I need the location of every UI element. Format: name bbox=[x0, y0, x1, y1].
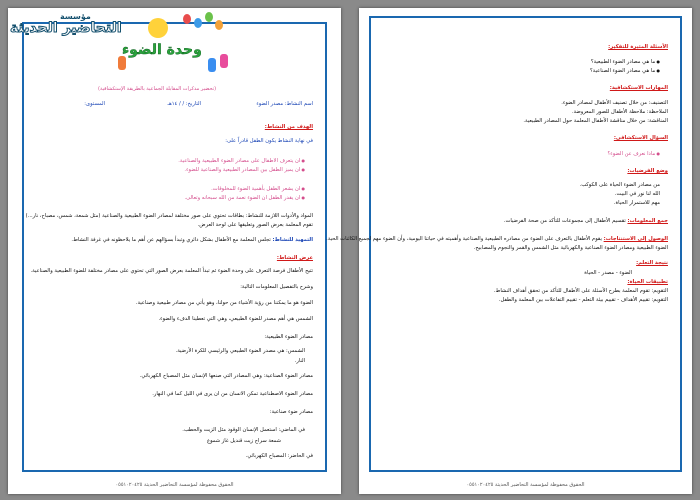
goal-item: ● ان يتعرف الاطفال على مصادر الضوء الطبيعية والصناعية. bbox=[178, 157, 305, 165]
body-paragraph: تتيح الأطفال فرصة التعرف على وحدة الضوء ثم تبدأ المعلمة بعرض الصور التي تحتوي على مصادر مختلفة للضوء الطبيعية والصناعية. bbox=[30, 268, 313, 274]
balloon-icon bbox=[183, 14, 191, 24]
results-row: الضوء - مصدر - الحياة bbox=[584, 270, 632, 276]
balloon-icon bbox=[194, 18, 202, 28]
body-paragraph: شمعة سراج زيت قنديل غاز شموع bbox=[207, 438, 281, 444]
body-paragraph: مصادر الضوء الطبيعية: bbox=[264, 334, 313, 340]
skill-item: الملاحظة: ملاحظة الأطفال للصور المعروضة. bbox=[571, 109, 668, 115]
subtitle: (تحضير مذكرات المقابلة الجماعية بالطريقة الإستكشافية) bbox=[98, 86, 217, 92]
presentation-heading: عرض النشاط: bbox=[276, 255, 313, 261]
balloon-icon bbox=[205, 12, 213, 22]
body-paragraph: الشمس: هي مصدر الضوء الطبيعي والرئيسي للكرة الأرضية. bbox=[175, 348, 305, 354]
goal-item: ● ان يشعر الطفل بأهمية الضوء للمخلوقات. bbox=[211, 185, 305, 193]
document-page-2 bbox=[326, 8, 692, 494]
document-page-1 bbox=[8, 8, 341, 494]
level-field: المستوى: bbox=[84, 101, 105, 107]
eval-final-heading: تطبيقات الحياة: bbox=[627, 279, 668, 285]
materials-text: المواد والأدوات اللازمة للنشاط: بطاقات تحتوي على صور مختلفة لمصادر الضوء الطبيعية والصناعية (مثل شمعة، شمس، مصباح، نار...) bbox=[25, 213, 313, 219]
eval-item: ● ما هي مصادر الضوء الصناعية؟ bbox=[590, 67, 660, 75]
conclusion-text-2: الضوء الطبيعية ومصادر الضوء الصناعية والكهربائية مثل الشمس والقمر والنجوم والمصابيح. bbox=[473, 245, 668, 251]
conclusion-heading: الوصول إلى الاستنتاجات: bbox=[603, 236, 668, 242]
page-footer: الحقوق محفوظة لمؤسسة التحاضير الحديثة ٠٥٥١٠٢٠٤٢٥ bbox=[115, 482, 234, 488]
info-row bbox=[504, 218, 668, 225]
child-illustration bbox=[220, 54, 228, 68]
goal-intro: في نهاية النشاط يكون الطفل قادراً على: bbox=[225, 138, 313, 144]
info-text: تقسيم الأطفال إلى مجموعات للتأكد من صحة الفرضيات. bbox=[503, 218, 626, 224]
question-text: ● ماذا نعرف عن الضوء؟ bbox=[608, 150, 660, 158]
body-paragraph: الشمس هي أهم مصدر للضوء الطبيعي، وهي التي تعطينا الدفء والضوء. bbox=[158, 316, 313, 322]
intro-text bbox=[71, 237, 313, 244]
logo-top-word: مؤسسة bbox=[60, 12, 91, 21]
goal-heading: الهدف من النشاط: bbox=[264, 124, 313, 130]
hypotheses-heading: وضع الفرضيات: bbox=[627, 168, 668, 174]
skills-heading: المهارات الاستكشافية: bbox=[609, 85, 668, 91]
body-paragraph: مصادر ضوء صناعية: bbox=[269, 409, 313, 415]
body-paragraph: مصادر الضوء الاصطناعية تمكن الانسان من ان يرى في الليل كما في النهار. bbox=[152, 391, 313, 397]
hypothesis-item: مهم للاستمرار الحياة. bbox=[613, 200, 660, 206]
body-paragraph: وشرح بالتفصيل المعلومات التالية: bbox=[240, 284, 313, 290]
skill-item: التصنيف: من خلال تصنيف الأطفال لمصادر الضوء. bbox=[561, 100, 668, 106]
body-paragraph: في الحاضر: المصباح الكهربائي. bbox=[245, 453, 313, 459]
goal-item: ● ان يميز الطفل بين المصادر الطبيعية والصناعية للضوء. bbox=[184, 166, 305, 174]
intro-body: تجلس المعلمة مع الأطفال بشكل دائري وتبدأ بسؤالهم عن أهم ما يلاحظونه في غرفة النشاط. bbox=[71, 237, 271, 243]
logo-name: التحاضير الحديثة bbox=[10, 20, 122, 36]
results-heading: نتيجة التعلم: bbox=[636, 260, 668, 266]
body-paragraph: مصادر الضوء الصناعية: وهي المصادر التي صنعها الإنسان مثل المصباح الكهربائي. bbox=[139, 373, 313, 379]
intro-heading: التمهيد للنشاط: bbox=[272, 237, 313, 243]
goal-item: ● ان يقدر الطفل ان الضوء نعمة من الله سبحانه وتعالى. bbox=[185, 194, 306, 202]
hypothesis-item: من مصادر الضوء الحياة على الكوكب. bbox=[579, 182, 660, 188]
body-paragraph: الضوء هو ما يمكننا من رؤية الأشياء من حولنا، وهو يأتي من مصادر طبيعية وصناعية. bbox=[135, 300, 313, 306]
info-heading: جمع المعلومات: bbox=[627, 218, 668, 224]
skill-item: المناقشة: من خلال مناقشة الأطفال المعلمة حول المصادر الطبيعية. bbox=[523, 118, 668, 124]
balloon-icon bbox=[215, 20, 223, 30]
question-heading: السؤال الاستكشافي: bbox=[613, 135, 668, 141]
conclusion-text: يقوم الأطفال بالتعرف على الضوء من مصادره الطبيعية والصناعية وأهميته في حياتنا اليومية، وأن الضوء مهم لجميع الكائنات الحية. bbox=[326, 236, 602, 242]
conclusion-row bbox=[326, 236, 668, 243]
eval-final-text-2: التقويم: تقييم الأهداف - تقييم بيئة التعلم - تقييم التفاعلات بين المعلمة والطفل. bbox=[498, 297, 668, 303]
sun-illustration bbox=[148, 18, 168, 38]
body-paragraph: في الماضي: استعمل الإنسان الوقود مثل الزيت والحطب. bbox=[182, 427, 305, 433]
unit-title: وحدة الضوء bbox=[122, 42, 202, 58]
eval-heading: الأسئلة المثيرة للتفكير: bbox=[608, 44, 668, 50]
date-field: التاريخ: / / ١٤هـ bbox=[167, 101, 201, 107]
child-illustration bbox=[118, 56, 126, 70]
eval-final-text: التقويم: تقوم المعلمة بطرح الأسئلة على الأطفال للتأكد من تحقق أهداف النشاط. bbox=[493, 288, 668, 294]
hypothesis-item: الله لنا نور في البيت. bbox=[614, 191, 660, 197]
activity-name: اسم النشاط: مصدر الضوء bbox=[256, 101, 313, 107]
page-footer: الحقوق محفوظة لمؤسسة التحاضير الحديثة ٠٥٥١٠٢٠٤٢٥ bbox=[466, 482, 585, 488]
eval-item: ● ما هي مصادر الضوء الطبيعية؟ bbox=[591, 58, 660, 66]
body-paragraph: النار. bbox=[294, 358, 305, 364]
materials-text-2: تقوم المعلمة بعرض الصور وتعليقها على لوحة العرض. bbox=[197, 222, 313, 228]
child-illustration bbox=[208, 58, 216, 72]
